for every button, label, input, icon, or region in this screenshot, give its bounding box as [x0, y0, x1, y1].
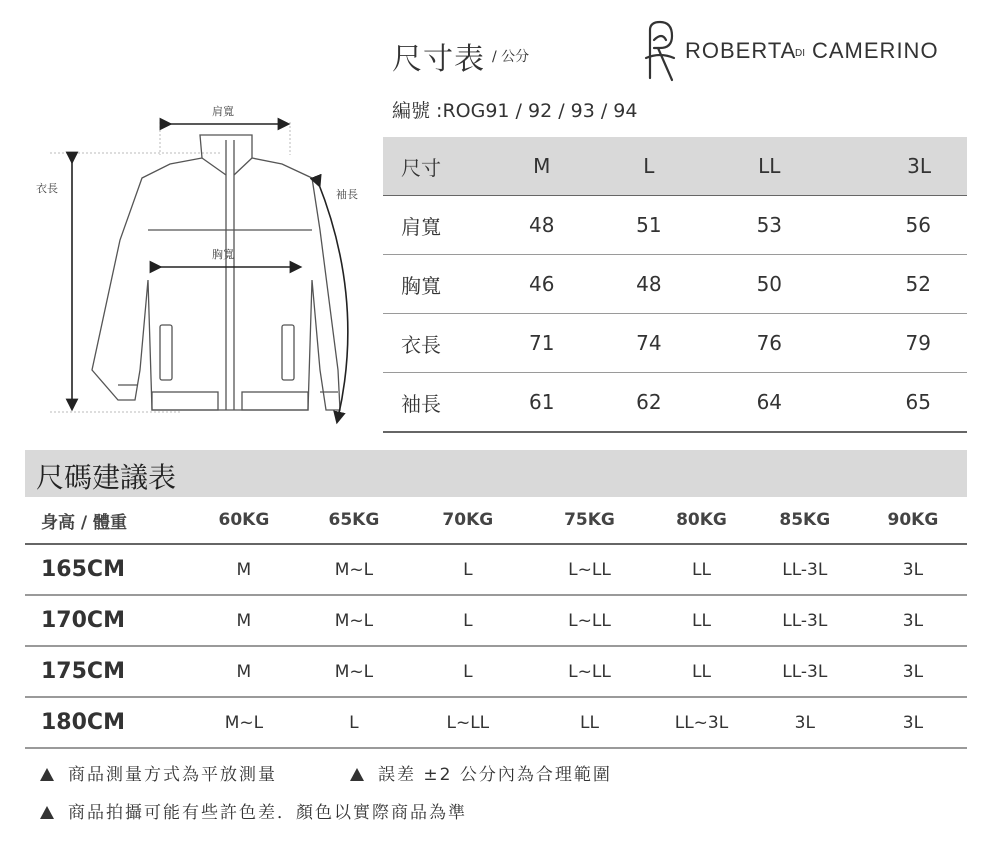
table-row: [383, 196, 967, 255]
note-text: 商品拍攝可能有些許色差．顏色以實際商品為準: [68, 803, 467, 823]
chest-label: 胸寬: [212, 248, 234, 261]
table-row: [383, 255, 967, 314]
table-row: [25, 697, 967, 748]
table-cell: 3L: [902, 559, 924, 580]
header-cell: 70KG: [442, 510, 494, 530]
row-label: 肩寬: [401, 214, 441, 239]
header-cell: 90KG: [887, 510, 939, 530]
header-cell: 80KG: [676, 510, 727, 530]
note-color: [40, 798, 467, 823]
row-label: 胸寬: [401, 273, 441, 298]
table-cell: 56: [905, 213, 931, 237]
triangle-bullet-icon: [40, 768, 54, 781]
table-cell: M~L: [224, 712, 264, 733]
table-cell: L~LL: [568, 610, 611, 631]
header-cell: 身高 / 體重: [41, 512, 128, 533]
table-cell: LL: [692, 610, 711, 631]
header-cell: LL: [710, 137, 828, 196]
header-cell: 65KG: [328, 510, 380, 530]
table-cell: 53: [756, 213, 783, 237]
table-cell: 48: [528, 213, 555, 237]
brand-name-part1: ROBERTA: [685, 38, 797, 63]
table-cell: LL: [692, 661, 711, 682]
table-cell: 79: [905, 331, 931, 355]
table-cell: L: [349, 712, 359, 733]
recommend-table-header: [25, 497, 967, 544]
table-cell: 3L: [902, 610, 924, 631]
table-cell: L~LL: [446, 712, 490, 733]
note-text: 誤差 ±2 公分內為合理範圍: [378, 765, 612, 785]
table-cell: 61: [528, 390, 555, 414]
model-number: 編號 :ROG91 / 92 / 93 / 94: [392, 100, 638, 122]
row-label: 175CM: [41, 659, 125, 684]
table-cell: 50: [756, 272, 783, 296]
table-cell: LL-3L: [782, 661, 828, 682]
table-cell: 48: [636, 272, 662, 296]
table-cell: M~L: [334, 661, 374, 682]
triangle-bullet-icon: [40, 806, 54, 819]
length-label: 衣長: [36, 182, 58, 195]
size-table-header: [383, 137, 967, 196]
table-row: [25, 595, 967, 646]
table-cell: M: [236, 610, 252, 631]
row-label: 衣長: [401, 332, 441, 357]
table-cell: M~L: [334, 610, 374, 631]
header-cell: 3L: [828, 137, 967, 196]
note-measurement: [40, 760, 277, 785]
recommend-title: 尺碼建議表: [36, 461, 177, 494]
recommend-table: [25, 497, 967, 749]
table-cell: LL: [692, 559, 711, 580]
table-cell: 3L: [794, 712, 815, 733]
unit-label: / 公分: [492, 49, 530, 65]
table-cell: L~LL: [568, 661, 611, 682]
brand-emblem-icon: [640, 18, 680, 84]
brand-logo: [640, 18, 970, 88]
table-cell: M: [236, 661, 252, 682]
table-cell: 65: [905, 390, 931, 414]
table-cell: 62: [636, 390, 662, 414]
header-cell: L: [587, 137, 710, 196]
header-cell: 60KG: [218, 510, 270, 530]
header-cell: 85KG: [779, 510, 831, 530]
table-cell: M~L: [334, 559, 374, 580]
page-title: 尺寸表: [392, 42, 485, 77]
table-cell: M: [236, 559, 252, 580]
row-label: 袖長: [401, 391, 441, 416]
table-row: [383, 314, 967, 373]
brand-name-part2: CAMERINO: [812, 38, 939, 63]
note-tolerance: [350, 760, 612, 785]
table-cell: 76: [756, 331, 783, 355]
row-label: 165CM: [41, 557, 125, 582]
header-cell: M: [496, 137, 587, 196]
triangle-bullet-icon: [350, 768, 364, 781]
row-label: 180CM: [41, 710, 125, 735]
table-cell: L: [463, 661, 473, 682]
table-cell: 3L: [902, 661, 924, 682]
row-label: 170CM: [41, 608, 125, 633]
table-cell: LL-3L: [782, 610, 828, 631]
note-text: 商品測量方式為平放測量: [68, 765, 277, 785]
table-cell: 52: [905, 272, 931, 296]
table-cell: L: [463, 610, 473, 631]
header-cell: 75KG: [564, 510, 615, 530]
table-cell: 64: [756, 390, 783, 414]
brand-name-di: DI: [795, 48, 805, 59]
table-row: [25, 646, 967, 697]
table-cell: LL~3L: [674, 712, 729, 733]
table-cell: LL: [580, 712, 599, 733]
shoulder-label: 肩寬: [212, 105, 234, 118]
header-cell: 尺寸: [383, 137, 496, 196]
jacket-diagram: [20, 100, 380, 430]
size-table: [383, 137, 967, 433]
table-cell: L: [463, 559, 473, 580]
table-cell: 3L: [902, 712, 924, 733]
sleeve-label: 袖長: [336, 188, 358, 201]
table-row: [383, 373, 967, 433]
table-row: [25, 544, 967, 595]
table-cell: LL-3L: [782, 559, 828, 580]
table-cell: 51: [636, 213, 662, 237]
table-cell: L~LL: [568, 559, 611, 580]
table-cell: 74: [636, 331, 662, 355]
table-cell: 71: [528, 331, 555, 355]
table-cell: 46: [528, 272, 555, 296]
